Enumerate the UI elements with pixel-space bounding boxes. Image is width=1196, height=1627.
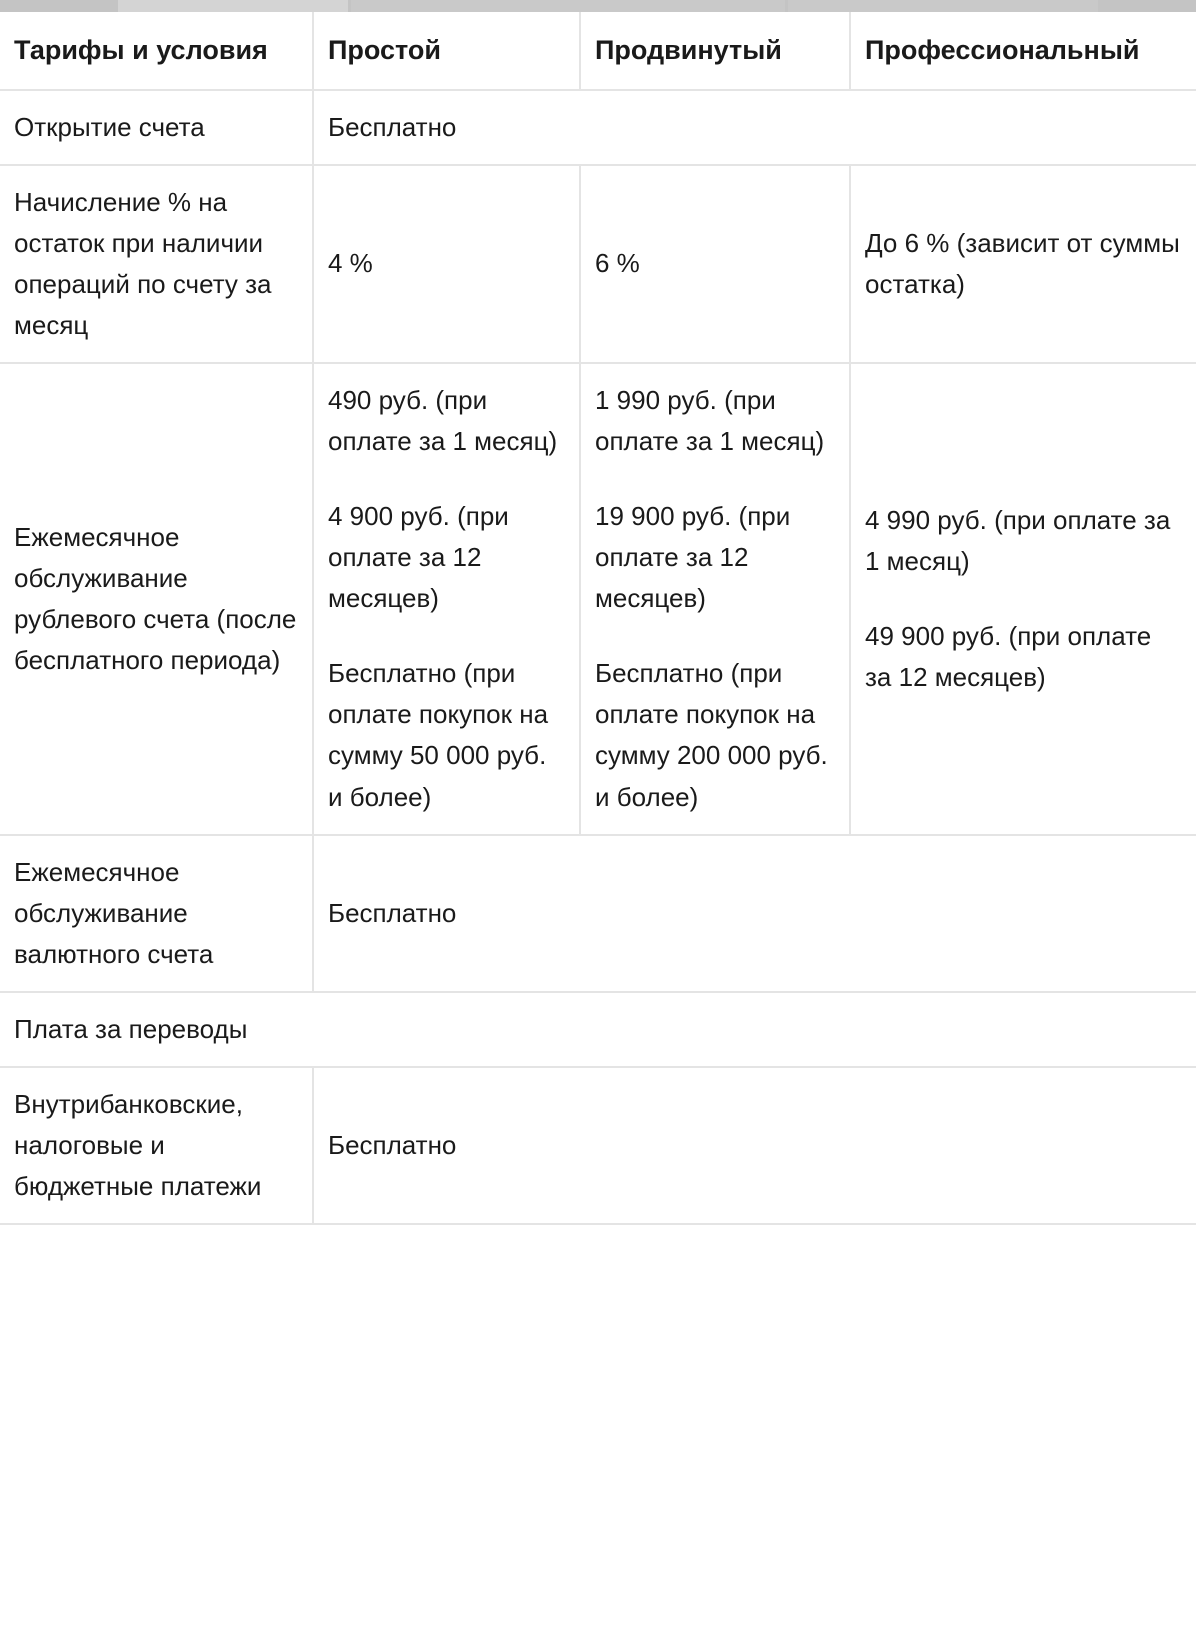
tariff-comparison-table [0,12,1196,1225]
header-row [0,12,1196,90]
cell-interest-professional: До 6 % (зависит от суммы остатка) [850,165,1196,363]
row-label-account-opening: Открытие счета [0,90,313,165]
column-header-simple: Простой [313,12,580,90]
clipped-cell-segment-3 [788,0,1098,12]
row-label-interbank-payments: Внутрибанковские, налоговые и бюджетные платежи [0,1067,313,1224]
clipped-cell-segment-4 [1101,0,1196,12]
clipped-row-above [0,0,1196,12]
cell-paragraph: 4 900 руб. (при оплате за 12 месяцев) [328,501,509,614]
column-header-advanced: Продвинутый [580,12,850,90]
table-section-row [0,992,1196,1067]
cell-paragraph: Бесплатно (при оплате покупок на сумму 50 000 руб. и более) [328,658,549,812]
clipped-cell-segment-1 [118,0,348,12]
cell-paragraph: 1 990 руб. (при оплате за 1 месяц) [595,384,825,456]
row-label-monthly-ruble-service: Ежемесячное обслуживание рублевого счета (после бесплатного периода) [0,363,313,835]
cell-interest-advanced: 6 % [580,165,850,363]
cell-monthly-ruble-professional [850,363,1196,835]
cell-monthly-ruble-simple [313,363,580,835]
cell-paragraph: 19 900 руб. (при оплате за 12 месяцев) [595,501,791,614]
cell-interest-simple: 4 % [313,165,580,363]
cell-paragraph: Бесплатно (при оплате покупок на сумму 200 000 руб. и более) [595,658,828,812]
clipped-cell-segment-2 [351,0,785,12]
column-header-professional: Профессиональный [850,12,1196,90]
row-value-monthly-currency-service: Бесплатно [313,835,1196,992]
table-row [0,165,1196,363]
cell-paragraph: 490 руб. (при оплате за 1 месяц) [328,384,558,456]
cell-monthly-ruble-advanced [580,363,850,835]
row-label-interest-accrual: Начисление % на остаток при наличии операций по счету за месяц [0,165,313,363]
table-header [0,12,1196,90]
column-header-conditions: Тарифы и условия [0,12,313,90]
table-row [0,90,1196,165]
row-value-interbank-payments: Бесплатно [313,1067,1196,1224]
table-row [0,1067,1196,1224]
row-value-account-opening: Бесплатно [313,90,1196,165]
row-label-monthly-currency-service: Ежемесячное обслуживание валютного счета [0,835,313,992]
table-row [0,835,1196,992]
table-body [0,90,1196,1225]
cell-paragraph: 4 990 руб. (при оплате за 1 месяц) [865,504,1171,576]
section-heading-transfers: Плата за переводы [0,992,1196,1067]
cell-paragraph: 49 900 руб. (при оплате за 12 месяцев) [865,620,1152,692]
table-row [0,363,1196,835]
